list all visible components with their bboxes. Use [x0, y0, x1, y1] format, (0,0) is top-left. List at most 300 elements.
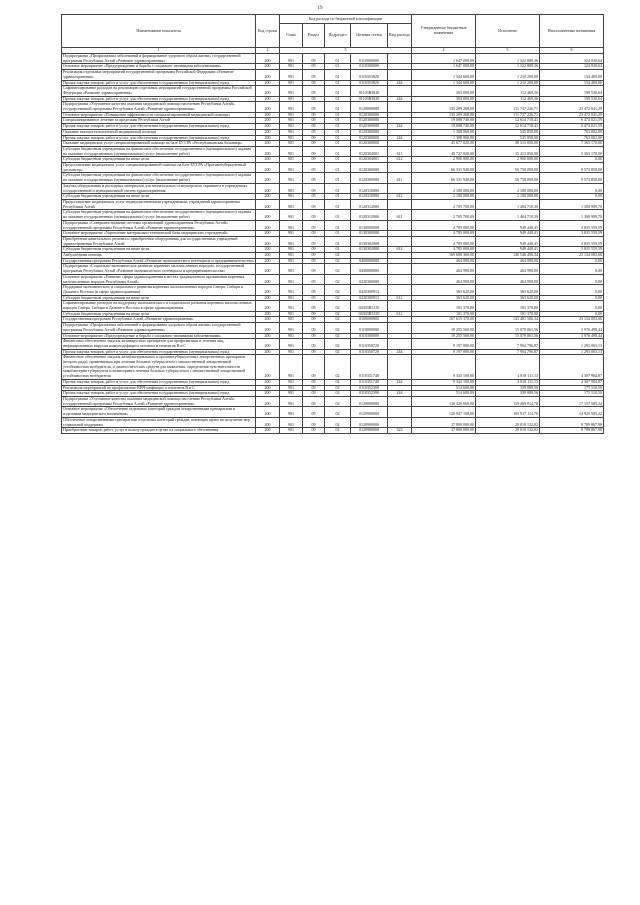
cell-vid: [388, 264, 412, 274]
cell-target: 0130302000: [351, 247, 388, 253]
cell-unexecuted: 0,00: [540, 311, 604, 317]
cell-podrazdel: 01: [325, 129, 351, 135]
cell-glava: 901: [280, 339, 303, 349]
cell-unexecuted: 763 002,00: [540, 129, 604, 135]
cell-podrazdel: 01: [325, 231, 351, 237]
cell-unexecuted: 23 472 041,29: [540, 112, 604, 118]
cell-glava: 901: [280, 70, 303, 80]
cell-code: 200: [256, 163, 280, 173]
cell-approved: 363 620,00: [412, 285, 476, 295]
cell-glava: 901: [280, 102, 303, 112]
header-classification: Код расхода по бюджетной классификации: [280, 15, 412, 24]
cell-target: 0110350720: [351, 339, 388, 349]
cell-name: Основное мероприятие «Укрепление материально-технической базы медицинских учреждений»: [62, 231, 256, 237]
cell-approved: 19 255 560,00: [412, 323, 476, 333]
cell-podrazdel: 02: [325, 339, 351, 349]
cell-target: 0110351740: [351, 379, 388, 385]
cell-razdel: 09: [303, 417, 325, 427]
cell-code: 200: [256, 236, 280, 246]
cell-razdel: 09: [303, 163, 325, 173]
cell-approved: 40 727 020,00: [412, 146, 476, 156]
cell-executed: 101 370,00: [476, 311, 540, 317]
cell-name: Предоставление медицинских услуг подведомственными учреждениями, учреждений здравоохранения Республики Алтай: [62, 199, 256, 209]
cell-podrazdel: 02: [325, 417, 351, 427]
table-row: [62, 397, 604, 407]
cell-name: Оказание медицинских услуг специализированной помощи на базе БУЗ РА «Республиканская больница»: [62, 141, 256, 147]
cell-glava: 901: [280, 407, 303, 417]
header-razdel: Раздел: [303, 24, 325, 48]
cell-executed: 1 404 710,30: [476, 210, 540, 220]
column-number: 2: [256, 48, 280, 54]
cell-name: Прочая закупка товаров, работ и услуг для обеспечения государственных (муниципальных) нужд: [62, 96, 256, 102]
cell-executed: 56 758 090,00: [476, 173, 540, 183]
cell-target: 0400000000: [351, 258, 388, 264]
cell-executed: 15 079 061,56: [476, 333, 540, 339]
cell-glava: 901: [280, 163, 303, 173]
cell-unexecuted: 23 472 041,29: [540, 102, 604, 112]
cell-executed: 339 089,56: [476, 391, 540, 397]
cell-code: 200: [256, 157, 280, 163]
cell-podrazdel: 02: [325, 274, 351, 284]
cell-target: 0110352390: [351, 391, 388, 397]
cell-glava: 901: [280, 194, 303, 200]
table-body: [62, 54, 604, 434]
cell-name: Прочая закупка товаров, работ и услуг для обеспечения государственных (муниципальных) нужд: [62, 349, 256, 355]
cell-code: 200: [256, 80, 280, 86]
cell-executed: 7 904 796,87: [476, 339, 540, 349]
cell-podrazdel: 01: [325, 118, 351, 124]
cell-vid: [388, 274, 412, 284]
cell-podrazdel: 02: [325, 317, 351, 323]
cell-razdel: 09: [303, 247, 325, 253]
cell-unexecuted: 17 157 585,22: [540, 397, 604, 407]
cell-glava: 901: [280, 264, 303, 274]
cell-code: 200: [256, 199, 280, 209]
cell-target: 0120300000: [351, 163, 388, 173]
cell-vid: 244: [388, 80, 412, 86]
cell-razdel: 09: [303, 258, 325, 264]
cell-target: 0130000000: [351, 220, 388, 230]
cell-code: 200: [256, 285, 280, 295]
cell-approved: 37 800 000,00: [412, 417, 476, 427]
cell-unexecuted: 324 930,64: [540, 54, 604, 64]
cell-vid: [388, 220, 412, 230]
cell-name: Поддержка экономического и социального развития коренных малочисленных народов Севера, Сибири и Дальнего Востока (в сфере здравоохранения): [62, 285, 256, 295]
cell-razdel: 09: [303, 236, 325, 246]
cell-executed: 56 758 090,00: [476, 163, 540, 173]
cell-approved: 1 308 860,00: [412, 135, 476, 141]
cell-name: Финансовое обеспечение закупок антибактериальных и противотуберкулезных лекарственных препаратов (второго ряда), применяемых при лечении больных туберкулезом с множественной лекарственной устойчивостью возбудителя, и диагностических средств для выявления, определения чувствительности микобактерии туберкулеза и мониторинга лечения больных туберкулезом с множественной лекарственной устойчивостью возбудителя: [62, 355, 256, 380]
cell-code: 200: [256, 64, 280, 70]
cell-executed: 119 469 014,78: [476, 397, 540, 407]
cell-approved: 9 197 800,00: [412, 349, 476, 355]
cell-executed: 4 818 111,13: [476, 355, 540, 380]
cell-code: 200: [256, 146, 280, 156]
cell-podrazdel: 01: [325, 112, 351, 118]
cell-code: 200: [256, 407, 280, 417]
cell-target: 01103R3820: [351, 86, 388, 96]
cell-podrazdel: 01: [325, 163, 351, 173]
cell-executed: 38 313 850,00: [476, 141, 540, 147]
cell-unexecuted: 3 835 559,59: [540, 231, 604, 237]
cell-glava: 901: [280, 247, 303, 253]
cell-unexecuted: 324 930,64: [540, 64, 604, 70]
cell-approved: 66 331 948,00: [412, 163, 476, 173]
cell-executed: 545 858,00: [476, 135, 540, 141]
cell-glava: 901: [280, 258, 303, 264]
cell-name: Прочая закупка товаров, работ и услуг для обеспечения государственных (муниципальных) нужд: [62, 135, 256, 141]
cell-vid: 244: [388, 96, 412, 102]
cell-podrazdel: 01: [325, 220, 351, 230]
cell-vid: [388, 86, 412, 96]
cell-approved: 9 343 100,00: [412, 379, 476, 385]
table-row: [62, 163, 604, 173]
cell-podrazdel: 02: [325, 391, 351, 397]
cell-vid: 611: [388, 173, 412, 183]
cell-razdel: 09: [303, 112, 325, 118]
cell-podrazdel: 01: [325, 64, 351, 70]
cell-executed: 112 469,36: [476, 86, 540, 96]
cell-code: 200: [256, 173, 280, 183]
cell-glava: 901: [280, 417, 303, 427]
cell-name: Оказание высокотехнологичной медицинской помощи: [62, 129, 256, 135]
table-row: [62, 274, 604, 284]
cell-razdel: 09: [303, 118, 325, 124]
cell-podrazdel: 02: [325, 428, 351, 434]
cell-code: 200: [256, 317, 280, 323]
cell-name: Субсидии бюджетным учреждениям на финансовое обеспечение государственного (муниципального) задания на оказание государственных (муниципальных) услуг (выполнение работ): [62, 173, 256, 183]
table-row: [62, 210, 604, 220]
cell-target: 0120310000: [351, 194, 388, 200]
cell-podrazdel: 02: [325, 253, 351, 259]
cell-unexecuted: 14 925 585,22: [540, 407, 604, 417]
cell-target: 0120300000: [351, 141, 388, 147]
column-number: 4: [412, 48, 476, 54]
cell-target: 04303R5150: [351, 311, 388, 317]
cell-code: 200: [256, 253, 280, 259]
cell-code: 200: [256, 129, 280, 135]
cell-executed: 29 010 132,02: [476, 428, 540, 434]
cell-glava: 901: [280, 157, 303, 163]
cell-name: Подпрограмма «Профилактика заболеваний и формирование здорового образа жизни» государственной программы Республики Алтай «Развитие здравоохранения»: [62, 323, 256, 333]
cell-razdel: 09: [303, 274, 325, 284]
table-row: [62, 417, 604, 427]
cell-razdel: 09: [303, 210, 325, 220]
cell-name: Государственная программа Республики Алтай «Развитие экономического потенциала и предпринимательства»: [63, 258, 254, 263]
cell-name: Субсидии бюджетным учреждениям на иные цели: [62, 157, 256, 163]
cell-podrazdel: 01: [325, 70, 351, 80]
cell-target: 0120300000: [351, 135, 388, 141]
table-row: [62, 220, 604, 230]
cell-code: 200: [256, 349, 280, 355]
cell-unexecuted: 7 363 170,00: [540, 141, 604, 147]
cell-name: Обеспечение лекарственными препаратами отдельных категорий граждан, имеющих право на получение мер социальной поддержки: [62, 417, 256, 427]
cell-name: Основное мероприятие «Повышение эффективности специализированной медицинской помощи»: [62, 112, 256, 118]
cell-vid: 611: [388, 210, 412, 220]
cell-target: 0110352390: [351, 385, 388, 391]
table-row: [62, 173, 604, 183]
cell-razdel: 09: [303, 183, 325, 193]
cell-code: 200: [256, 220, 280, 230]
cell-target: 0100000000: [351, 317, 388, 323]
cell-target: 0110000000: [351, 323, 388, 333]
cell-vid: 612: [388, 247, 412, 253]
cell-code: 200: [256, 247, 280, 253]
table-row: [62, 236, 604, 246]
cell-glava: 901: [280, 349, 303, 355]
cell-glava: 901: [280, 355, 303, 380]
cell-approved: 120 947 100,00: [412, 407, 476, 417]
cell-podrazdel: 02: [325, 349, 351, 355]
cell-executed: 949 440,41: [476, 236, 540, 246]
cell-approved: 4 785 000,00: [412, 220, 476, 230]
cell-unexecuted: 3 976 498,44: [540, 323, 604, 333]
cell-name: Прочая закупка товаров, работ и услуг для обеспечения государственных (муниципальных) нужд: [62, 124, 256, 130]
cell-podrazdel: 01: [325, 173, 351, 183]
cell-approved: 136 426 660,00: [412, 397, 476, 407]
cell-approved: 1 308 860,00: [412, 129, 476, 135]
cell-code: 200: [256, 333, 280, 339]
cell-target: 0120304001: [351, 157, 388, 163]
cell-approved: 101 370,00: [412, 301, 476, 311]
cell-unexecuted: 0,00: [540, 194, 604, 200]
cell-approved: 1 647 000,00: [412, 54, 476, 64]
header-glava: Глава: [280, 24, 303, 48]
cell-approved: 1 344 600,00: [412, 70, 476, 80]
cell-name: Предоставление медицинских услуг специализированной помощи на базе БУЗ РА «Противотуберкулезный диспансер»: [62, 163, 256, 173]
cell-executed: 1 210 200,00: [476, 70, 540, 80]
cell-name: Субсидии бюджетным учреждениям на иные цели: [62, 295, 256, 301]
cell-unexecuted: 134 400,00: [540, 80, 604, 86]
cell-razdel: 09: [303, 295, 325, 301]
header-approved: Утвержденные бюджетные назначения: [412, 15, 476, 48]
cell-approved: 4 785 000,00: [412, 231, 476, 237]
cell-executed: 7 904 796,87: [476, 349, 540, 355]
cell-podrazdel: 01: [325, 210, 351, 220]
cell-unexecuted: 4 307 984,87: [540, 355, 604, 380]
cell-razdel: 09: [303, 301, 325, 311]
cell-target: 0110300000: [351, 64, 388, 70]
cell-name: Прочая закупка товаров, работ и услуг для обеспечения государственных (муниципальных) нужд: [62, 379, 256, 385]
cell-razdel: 09: [303, 333, 325, 339]
cell-podrazdel: 01: [325, 236, 351, 246]
cell-name: Подпрограмма «Улучшение качества оказания медицинской помощи населению Республики Алтай» государственной программы Республики Алтай «Развитие здравоохранения»: [62, 397, 256, 407]
cell-unexecuted: 6 474 021,59: [540, 124, 604, 130]
cell-name: Реализация отдельных мероприятий государственной программы Российской Федерации «Развитие здравоохранения»: [62, 70, 256, 80]
cell-code: 200: [256, 183, 280, 193]
cell-approved: 9 197 800,00: [412, 339, 476, 349]
table-row: [62, 407, 604, 417]
cell-code: 200: [256, 96, 280, 102]
cell-podrazdel: 02: [325, 258, 351, 264]
cell-name: Специализированное лечение за пределами Республики Алтай: [62, 118, 256, 124]
header-executed: Исполнено: [476, 15, 540, 48]
budget-table: [61, 14, 604, 434]
cell-approved: 2 705 700,00: [412, 199, 476, 209]
page-number: 19: [317, 6, 323, 11]
cell-target: 0110000000: [351, 54, 388, 64]
cell-razdel: 09: [303, 96, 325, 102]
cell-executed: 143 481 506,34: [476, 317, 540, 323]
cell-vid: 611: [388, 146, 412, 156]
cell-glava: 901: [280, 379, 303, 385]
cell-name: Субсидии бюджетным учреждениям на иные цели: [62, 311, 256, 317]
cell-name: Субсидии бюджетным учреждениям на финансовое обеспечение государственного (муниципального) задания на оказание государственных (муниципальных) услуг (выполнение работ): [62, 146, 256, 156]
cell-vid: 244: [388, 135, 412, 141]
cell-executed: 101 370,00: [476, 301, 540, 311]
header-name: Наименование показателя: [62, 15, 256, 48]
cell-vid: [388, 339, 412, 349]
cell-approved: 4 785 000,00: [412, 236, 476, 246]
cell-glava: 901: [280, 124, 303, 130]
cell-unexecuted: 175 510,50: [540, 385, 604, 391]
cell-razdel: 09: [303, 349, 325, 355]
cell-glava: 901: [280, 253, 303, 259]
cell-target: 0110351740: [351, 355, 388, 380]
cell-executed: 949 440,41: [476, 231, 540, 237]
cell-razdel: 09: [303, 407, 325, 417]
cell-code: 200: [256, 258, 280, 264]
table-row: [62, 355, 604, 380]
cell-executed: 15 079 061,56: [476, 323, 540, 333]
cell-glava: 901: [280, 146, 303, 156]
cell-unexecuted: 23 134 083,66: [540, 317, 604, 323]
cell-podrazdel: 02: [325, 323, 351, 333]
cell-unexecuted: 0,00: [540, 274, 604, 284]
cell-name: Подпрограмма «Совершенствование системы организаций здравоохранения Республики Алтай» государственной программы Республики Алтай «Развитие здравоохранения»: [62, 220, 256, 230]
cell-vid: 612: [388, 194, 412, 200]
cell-vid: [388, 199, 412, 209]
cell-vid: [388, 236, 412, 246]
cell-target: 0430300000: [351, 274, 388, 284]
cell-approved: 464 990,00: [412, 274, 476, 284]
cell-code: 200: [256, 274, 280, 284]
cell-razdel: 09: [303, 231, 325, 237]
cell-unexecuted: 0,00: [540, 157, 604, 163]
cell-approved: 2 900 000,00: [412, 157, 476, 163]
cell-target: 0110300000: [351, 333, 388, 339]
cell-vid: 244: [388, 379, 412, 385]
cell-approved: 9 343 100,00: [412, 355, 476, 380]
cell-approved: 169 680 360,00: [412, 253, 476, 259]
cell-code: 200: [256, 135, 280, 141]
cell-razdel: 09: [303, 124, 325, 130]
cell-name: Подпрограмма «Социально-экономическое развитие коренных малочисленных народов» государственной программы Республики Алтай «Развитие экономического потенциала и предпринимательства»: [62, 264, 256, 274]
cell-vid: 612: [388, 311, 412, 317]
cell-razdel: 09: [303, 135, 325, 141]
cell-unexecuted: 190 530,64: [540, 86, 604, 96]
cell-razdel: 09: [303, 323, 325, 333]
cell-unexecuted: 5 363 170,00: [540, 146, 604, 156]
cell-name: Государственная программа Республики Алтай «Развитие здравоохранения»: [62, 317, 256, 323]
table-row: [62, 323, 604, 333]
cell-unexecuted: 0,00: [540, 264, 604, 274]
cell-podrazdel: 01: [325, 183, 351, 193]
cell-glava: 901: [280, 301, 303, 311]
cell-target: 0120900000: [351, 417, 388, 427]
cell-podrazdel: 01: [325, 146, 351, 156]
cell-name: Субсидии бюджетным учреждениям на финансовое обеспечение государственного (муниципального) задания на оказание государственных (муниципальных) услуг (выполнение работ): [62, 210, 256, 220]
cell-razdel: 09: [303, 355, 325, 380]
cell-approved: 167 615 370,00: [412, 317, 476, 323]
cell-code: 200: [256, 379, 280, 385]
cell-name: Субсидии бюджетным учреждениям на иные цели: [62, 194, 256, 200]
cell-glava: 901: [280, 311, 303, 317]
cell-target: 0120300000: [351, 129, 388, 135]
cell-code: 200: [256, 54, 280, 64]
cell-executed: 29 010 132,02: [476, 417, 540, 427]
cell-razdel: 09: [303, 146, 325, 156]
cell-name: Софинансирование расходов на реализацию отдельных мероприятий государственной программы Российской Федерации «Развитие здравоохранения»: [62, 86, 256, 96]
cell-glava: 901: [280, 385, 303, 391]
cell-name: Приобретение товаров, работ, услуг в пользу граждан в целях их социального обеспечения: [62, 428, 256, 434]
cell-podrazdel: 01: [325, 124, 351, 130]
cell-glava: 901: [280, 173, 303, 183]
cell-executed: 1 322 809,36: [476, 64, 540, 70]
cell-name: Реализация мероприятий по профилактике ВИЧ-инфекции и гепатитов В и С: [62, 385, 256, 391]
cell-executed: 949 440,41: [476, 220, 540, 230]
cell-razdel: 09: [303, 80, 325, 86]
cell-vid: [388, 285, 412, 295]
cell-vid: [388, 70, 412, 80]
cell-podrazdel: 01: [325, 86, 351, 96]
cell-target: 0430000000: [351, 264, 388, 274]
cell-razdel: 09: [303, 385, 325, 391]
cell-glava: 901: [280, 141, 303, 147]
cell-executed: 464 990,00: [476, 258, 540, 264]
table-row: [62, 86, 604, 96]
cell-razdel: 09: [303, 220, 325, 230]
cell-name: Приобретение капитального ремонта и приобретение оборудования для государственных учреждений здравоохранения Республики Алтай: [62, 236, 256, 246]
header-podrazdel: Подраздел: [325, 24, 351, 48]
cell-unexecuted: 3 976 498,44: [540, 333, 604, 339]
header-unexecuted: Неисполненные назначения: [540, 15, 604, 48]
cell-podrazdel: 02: [325, 301, 351, 311]
cell-executed: 1 210 200,00: [476, 80, 540, 86]
cell-glava: 901: [280, 333, 303, 339]
cell-approved: 135 209 268,00: [412, 102, 476, 112]
cell-approved: 4 785 000,00: [412, 247, 476, 253]
cell-target: 0120300000: [351, 112, 388, 118]
column-number: 1: [62, 48, 256, 54]
table-row: [62, 199, 604, 209]
cell-glava: 901: [280, 80, 303, 86]
cell-code: 200: [256, 231, 280, 237]
cell-razdel: 09: [303, 391, 325, 397]
cell-unexecuted: 23 134 083,66: [540, 253, 604, 259]
cell-code: 200: [256, 124, 280, 130]
cell-unexecuted: 175 510,50: [540, 391, 604, 397]
cell-vid: 612: [388, 157, 412, 163]
cell-unexecuted: 0,00: [540, 258, 604, 264]
cell-code: 200: [256, 102, 280, 112]
cell-vid: [388, 163, 412, 173]
table-row: [62, 146, 604, 156]
cell-glava: 901: [280, 135, 303, 141]
cell-glava: 901: [280, 118, 303, 124]
cell-approved: 514 600,00: [412, 391, 476, 397]
cell-unexecuted: 9 573 858,00: [540, 163, 604, 173]
cell-razdel: 09: [303, 54, 325, 64]
cell-unexecuted: 8 789 867,98: [540, 428, 604, 434]
cell-vid: 612: [388, 295, 412, 301]
cell-executed: 12 614 718,41: [476, 124, 540, 130]
cell-executed: 146 546 496,34: [476, 253, 540, 259]
cell-code: 200: [256, 385, 280, 391]
cell-code: 200: [256, 311, 280, 317]
cell-vid: [388, 417, 412, 427]
cell-target: 0120000000: [351, 397, 388, 407]
